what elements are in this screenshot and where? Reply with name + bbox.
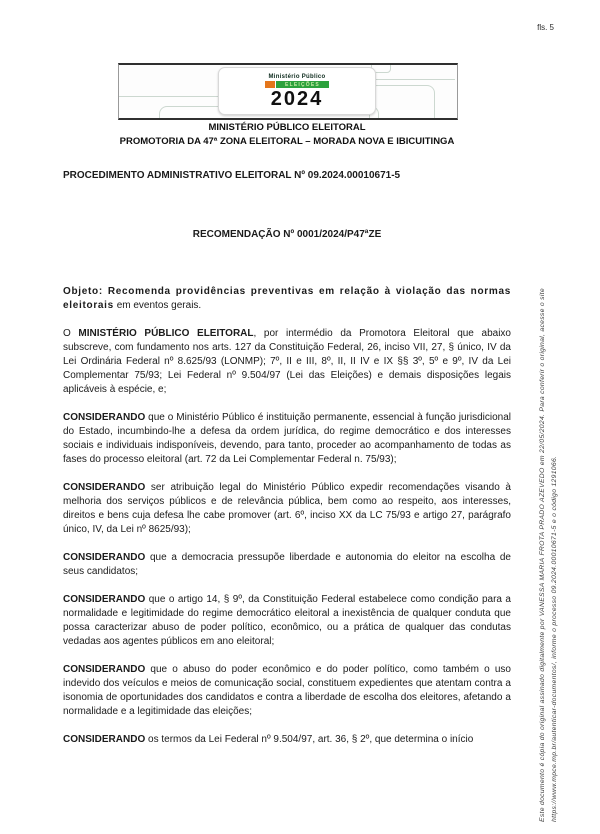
logo-eleicoes-badge: ELEIÇÕES: [276, 81, 329, 88]
signature-note-line-2: https://www.mpce.mp.br/autenticar-documentos/, informe o processo 09.2024.00010671-5 e o código 1291066.: [550, 455, 558, 822]
objeto-normal-text: em eventos gerais.: [113, 300, 202, 311]
procedure-number-heading: PROCEDIMENTO ADMINISTRATIVO ELEITORAL Nº 09.2024.00010671-5: [63, 170, 401, 181]
recommendation-title: RECOMENDAÇÃO Nº 0001/2024/P47ªZE: [192, 229, 382, 240]
org-title: MINISTÉRIO PÚBLICO ELEITORAL: [208, 122, 366, 133]
considerando-paragraph-4: [63, 593, 511, 649]
paragraph-pre: O: [63, 328, 79, 339]
paragraph-lead: CONSIDERANDO: [63, 482, 146, 493]
folio-number: fls. 5: [537, 23, 554, 32]
paragraph-lead: CONSIDERANDO: [63, 664, 146, 675]
org-heading: [63, 121, 511, 149]
paragraph-lead: CONSIDERANDO: [63, 552, 146, 563]
letterhead-ornament-line-right: [375, 79, 455, 80]
paragraph-text: os termos da Lei Federal nº 9.504/97, art. 36, § 2º, que determina o início: [145, 734, 474, 745]
objeto-paragraph: [63, 285, 511, 313]
mp-eleicoes-2024-logo: [218, 67, 376, 115]
paragraph-lead: CONSIDERANDO: [63, 734, 146, 745]
logo-badge-row: [265, 81, 329, 88]
signature-note-line-1: Este documento é cópia do original assinado digitalmente por VANESSA MARIA FROTA PRADO AZEVEDO em 22/05/2024. Para conferir o original, acesse o site: [539, 288, 546, 822]
objeto-bold-text: Objeto: Recomenda providências preventivas em relação à violação das normas eleitorais: [63, 286, 511, 311]
letterhead-ornament-line-left: [119, 96, 222, 97]
preamble-paragraph: [63, 327, 511, 397]
paragraph-text: que o artigo 14, § 9º, da Constituição Federal estabelece como condição para a normalidade e legitimidade do regime democrático eleitoral a inexistência de qualquer conduta que possa caracterizar abuso de poder político, econômico, ou a prática de qualquer das condutas vedadas aos agentes públicos em ano eleitoral;: [63, 594, 511, 647]
considerando-paragraph-2: [63, 481, 511, 537]
paragraph-lead: MINISTÉRIO PÚBLICO ELEITORAL: [78, 328, 254, 339]
logo-orange-mark-icon: [265, 81, 275, 88]
paragraph-text: que a democracia pressupõe liberdade e autonomia do eleitor na escolha de seus candidatos;: [63, 552, 511, 577]
considerando-paragraph-3: [63, 551, 511, 579]
paragraph-text: , por intermédio da Promotora Eleitoral que abaixo subscreve, com fundamento nos arts. 127 da Constituição Federal, 26, inciso VII, 27, § único, IV da Lei Ordinária Federal nº 8.625/93 (LONMP); 7º, II e III, 8º, II, II IV e IX §§ 3º, 5º e 9º, IV da Lei Complementar 75/93; Lei Federal nº 9.504/97 (Lei das Eleições) e demais disposições legais aplicáveis à espécie, e;: [63, 328, 511, 395]
letterhead-banner: [118, 63, 458, 120]
considerando-paragraph-5: [63, 663, 511, 719]
document-body: [63, 169, 511, 761]
paragraph-lead: CONSIDERANDO: [63, 412, 146, 423]
paragraph-text: que o abuso do poder econômico e do poder político, como também o uso indevido dos veículos e meios de comunicação social, constituem expedientes que atentam contra a isonomia de oportunidades dos candidatos e contra a liberdade de escolha dos eleitores, afetando a normalidade e a legitimidade das eleições;: [63, 664, 511, 717]
paragraph-text: ser atribuição legal do Ministério Público expedir recomendações visando à melhoria dos serviços públicos e de relevância pública, bem como ao respeito, aos interesses, direitos e bens cuja defesa lhe cabe promover (art. 6º, inciso XX da LC 75/93 e artigo 27, parágrafo único, IV, da Lei nº 8625/93);: [63, 482, 511, 535]
considerando-paragraph-6: [63, 733, 511, 747]
logo-org-name: Ministério Público: [268, 73, 326, 80]
letterhead-ornament-rect-right: [369, 85, 435, 120]
digital-signature-note: [537, 197, 561, 822]
paragraph-lead: CONSIDERANDO: [63, 594, 146, 605]
considerando-paragraph-1: [63, 411, 511, 467]
org-subtitle: PROMOTORIA DA 47ª ZONA ELEITORAL – MORADA NOVA E IBICUITINGA: [119, 136, 455, 147]
logo-year: 2024: [270, 87, 324, 110]
paragraph-text: que o Ministério Público é instituição permanente, essencial à função jurisdicional do Estado, incumbindo-lhe a defesa da ordem jurídica, do regime democrático e dos interesses sociais e individuais indisponíveis, devendo, para tanto, proceder ao acompanhamento de todas as fases do processo eleitoral (art. 72 da Lei Complementar Federal n. 75/93);: [63, 412, 511, 465]
